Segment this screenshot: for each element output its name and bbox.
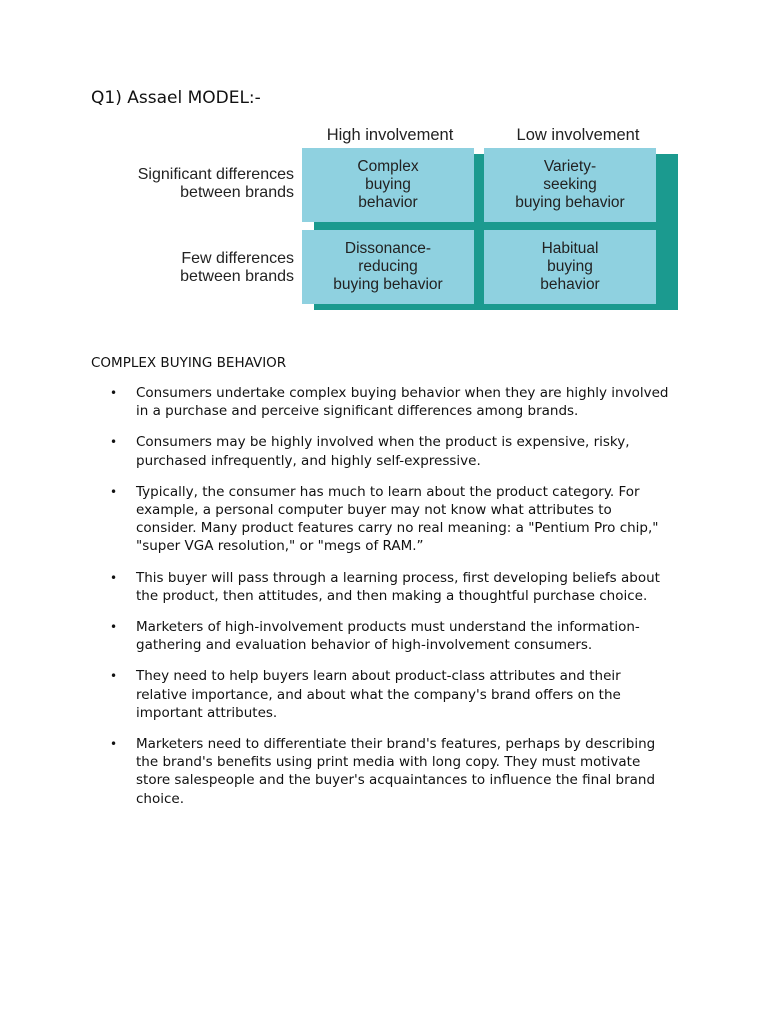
bullet-item xyxy=(110,667,670,722)
cell-line: Complex xyxy=(357,158,419,175)
page-heading: Q1) Assael MODEL:- xyxy=(91,88,261,108)
bullet-text: This buyer will pass through a learning process, first developing beliefs about the product, then attitudes, and then making a thoughtful purchase choice. xyxy=(136,569,660,604)
cell-line: buying behavior xyxy=(333,276,443,293)
cell-line: Habitual xyxy=(541,240,599,257)
bullet-text: Marketers of high-involvement products must understand the information-gathering and evaluation behavior of high-involvement consumers. xyxy=(136,619,640,654)
row-header-significant-differences xyxy=(138,166,294,202)
cell-habitual-buying-behavior xyxy=(484,230,656,304)
cell-line: buying behavior xyxy=(515,194,625,211)
cell-line: Dissonance- xyxy=(344,240,432,257)
row-header-line: between brands xyxy=(180,184,294,201)
bullet-text: Marketers need to differentiate their brand's features, perhaps by describing the brand's benefits using print media with long copy. They must motivate store salespeople and the buyer's acquaintances to influence the final brand choice. xyxy=(136,736,656,807)
bullet-text: Typically, the consumer has much to learn about the product category. For example, a personal computer buyer may not know what attributes to consider. Many product features carry no real meaning: a "Pentium Pro chip," "super VGA resolution," or "megs of RAM.” xyxy=(136,483,659,555)
column-header-low-involvement: Low involvement xyxy=(516,126,640,144)
row-header-line: Significant differences xyxy=(137,166,294,183)
cell-line: buying xyxy=(547,258,593,275)
bullet-item xyxy=(110,483,670,556)
column-header-high-involvement: High involvement xyxy=(326,126,454,144)
bullet-list xyxy=(110,384,670,821)
bullet-glyph: • xyxy=(110,435,118,450)
cell-line: Variety- xyxy=(543,158,597,175)
row-header-line: Few differences xyxy=(181,250,294,267)
bullet-item xyxy=(110,618,670,654)
bullet-glyph: • xyxy=(110,620,118,635)
assael-model-matrix xyxy=(88,120,688,320)
bullet-item xyxy=(110,735,670,808)
bullet-item xyxy=(110,433,670,469)
bullet-text: Consumers undertake complex buying behavior when they are highly involved in a purchase and perceive significant differences among brands. xyxy=(136,385,669,420)
cell-line: behavior xyxy=(540,276,600,293)
cell-line: buying xyxy=(365,176,411,193)
bullet-glyph: • xyxy=(110,669,118,684)
cell-variety-seeking-behavior xyxy=(484,148,656,222)
bullet-item xyxy=(110,384,670,420)
row-header-few-differences xyxy=(180,250,294,286)
bullet-glyph: • xyxy=(110,737,118,752)
section-title: COMPLEX BUYING BEHAVIOR xyxy=(91,355,287,371)
bullet-text: They need to help buyers learn about product-class attributes and their relative importance, and about what the company's brand offers on the important attributes. xyxy=(136,668,621,721)
bullet-item xyxy=(110,569,670,605)
bullet-glyph: • xyxy=(110,386,118,400)
cell-dissonance-reducing-behavior xyxy=(302,230,474,304)
cell-line: behavior xyxy=(358,194,418,211)
cell-line: seeking xyxy=(543,176,597,193)
bullet-glyph: • xyxy=(110,484,118,499)
bullet-glyph: • xyxy=(110,570,118,585)
bullet-text: Consumers may be highly involved when the product is expensive, risky, purchased infrequently, and highly self-expressive. xyxy=(136,434,630,469)
row-header-line: between brands xyxy=(180,268,294,285)
cell-line: reducing xyxy=(358,258,418,275)
cell-complex-buying-behavior xyxy=(302,148,474,222)
